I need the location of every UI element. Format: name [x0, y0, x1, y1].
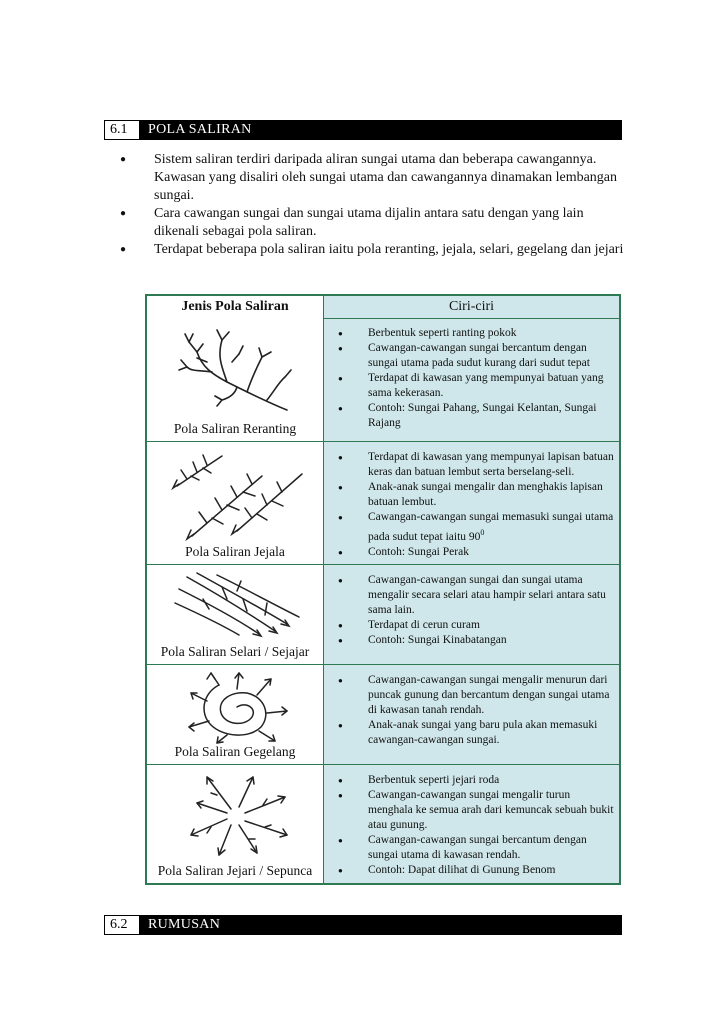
- features-cell: [324, 665, 619, 764]
- feature-item: ● Cawangan-cawangan sungai mengalir menurun dari puncak gunung dan bercantum dengan sungai utama di kawasan tanah rendah.: [338, 673, 615, 718]
- features-cell: [324, 565, 619, 664]
- feature-item: ● Anak-anak sungai yang baru pula akan memasuki cawangan-cawangan sungai.: [338, 718, 615, 748]
- table-row: [147, 665, 619, 765]
- feature-item: ● Contoh: Sungai Perak: [338, 545, 615, 560]
- section-number: 6.1: [104, 120, 140, 140]
- feature-text: Cawangan-cawangan sungai memasuki sungai utama pada sudut tepat iaitu 90: [368, 511, 614, 543]
- features-cell: [324, 318, 619, 441]
- feature-list: [338, 773, 615, 878]
- trellis-drainage-icon: [167, 446, 307, 541]
- drainage-pattern-table: [145, 294, 621, 885]
- header-pattern-type: Jenis Pola Saliran: [147, 296, 324, 318]
- annular-drainage-icon: [167, 669, 307, 744]
- feature-item: ● Berbentuk seperti jejari roda: [338, 773, 615, 788]
- feature-list: [338, 573, 615, 648]
- pattern-name: Pola Saliran Gegelang: [174, 744, 296, 759]
- pattern-cell: [147, 318, 324, 441]
- table-header: [147, 296, 619, 319]
- feature-item: ● Berbentuk seperti ranting pokok: [338, 326, 615, 341]
- feature-item: ● Cawangan-cawangan sungai mengalir turun menghala ke semua arah dari kemuncak sebuah bukit atau gunung.: [338, 788, 615, 833]
- pattern-name: Pola Saliran Selari / Sejajar: [160, 644, 310, 659]
- features-cell: [324, 765, 619, 883]
- table-row: [147, 565, 619, 665]
- features-cell: [324, 442, 619, 564]
- intro-bullet: ● Cara cawangan sungai dan sungai utama dijalin antara satu dengan yang lain dikenali sebagai pola saliran.: [114, 205, 626, 241]
- pattern-cell: [147, 765, 324, 883]
- feature-item: ● Terdapat di kawasan yang mempunyai batuan yang sama kekerasan.: [338, 371, 615, 401]
- feature-item: ● Contoh: Sungai Kinabatangan: [338, 633, 615, 648]
- pattern-name: Pola Saliran Jejala: [185, 544, 285, 559]
- feature-item: ● Terdapat di kawasan yang mempunyai lapisan batuan keras dan batuan lembut serta berselang-seli.: [338, 450, 615, 480]
- pattern-cell: [147, 442, 324, 564]
- feature-item: ● Anak-anak sungai mengalir dan menghakis lapisan batuan lembut.: [338, 480, 615, 510]
- parallel-drainage-icon: [167, 569, 307, 639]
- feature-item: ● Contoh: Dapat dilihat di Gunung Benom: [338, 863, 615, 878]
- section-title: RUMUSAN: [140, 915, 622, 935]
- feature-list: [338, 326, 615, 431]
- degree-superscript: 0: [480, 528, 485, 537]
- feature-item: ● Cawangan-cawangan sungai bercantum dengan sungai utama pada sudut kurang dari sudut tepat: [338, 341, 615, 371]
- radial-drainage-icon: [167, 769, 307, 859]
- feature-item: ● Terdapat di cerun curam: [338, 618, 615, 633]
- section-header-6-1: [104, 120, 622, 140]
- header-characteristics: Ciri-ciri: [324, 296, 619, 318]
- intro-bullet: ● Terdapat beberapa pola saliran iaitu pola reranting, jejala, selari, gegelang dan jejari: [114, 241, 626, 259]
- intro-bullet: ● Sistem saliran terdiri daripada aliran sungai utama dan beberapa cawangannya. Kawasan yang disaliri oleh sungai utama dan cawangannya dinamakan lembangan sungai.: [114, 151, 626, 205]
- section-title: POLA SALIRAN: [140, 120, 622, 140]
- pattern-name: Pola Saliran Jejari / Sepunca: [157, 863, 313, 878]
- feature-item: ● Cawangan-cawangan sungai bercantum dengan sungai utama di kawasan rendah.: [338, 833, 615, 863]
- feature-item: [338, 510, 615, 545]
- dendritic-drainage-icon: [167, 322, 297, 412]
- table-row: [147, 765, 619, 883]
- table-row: [147, 442, 619, 565]
- pattern-cell: [147, 565, 324, 664]
- section-header-6-2: [104, 915, 622, 935]
- intro-bullet-list: [114, 151, 626, 259]
- section-number: 6.2: [104, 915, 140, 935]
- feature-item: ● Cawangan-cawangan sungai dan sungai utama mengalir secara selari atau hampir selari antara satu sama lain.: [338, 573, 615, 618]
- table-row: [147, 318, 619, 442]
- feature-list: [338, 673, 615, 748]
- feature-list: [338, 450, 615, 560]
- pattern-cell: [147, 665, 324, 764]
- pattern-name: Pola Saliran Reranting: [173, 421, 297, 436]
- feature-item: ● Contoh: Sungai Pahang, Sungai Kelantan, Sungai Rajang: [338, 401, 615, 431]
